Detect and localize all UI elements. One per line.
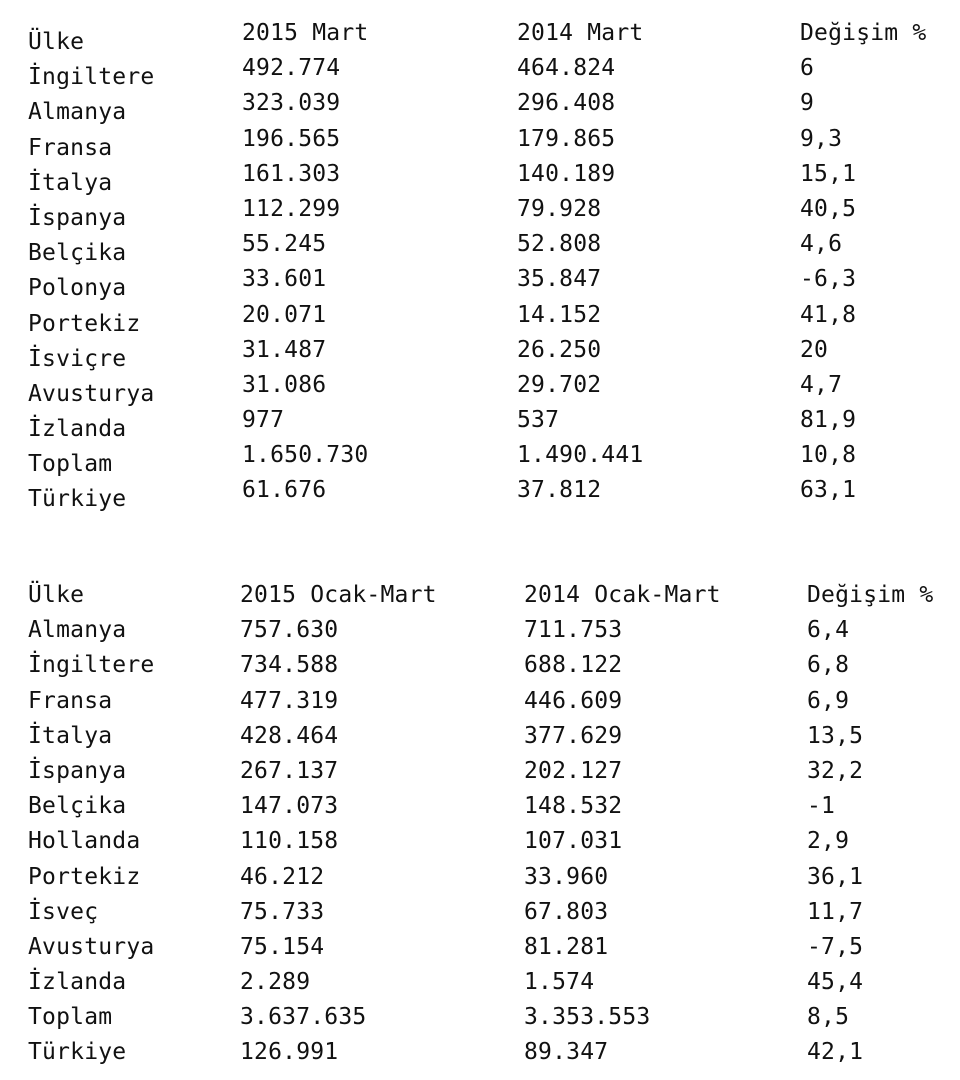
change-percent-cell: 15,1 bbox=[800, 160, 857, 187]
table-row bbox=[0, 1000, 960, 1035]
change-percent-cell: 10,8 bbox=[800, 442, 857, 469]
country-cell: Belçika bbox=[28, 240, 127, 267]
column-header-previous: 2014 Mart bbox=[517, 20, 644, 46]
table-row bbox=[0, 613, 960, 648]
previous-value-cell: 29.702 bbox=[517, 371, 602, 398]
country-cell: Türkiye bbox=[28, 486, 127, 513]
change-percent-cell: 6,9 bbox=[807, 687, 850, 714]
table-row bbox=[0, 438, 960, 478]
current-value-cell: 477.319 bbox=[240, 687, 339, 714]
change-percent-cell: -7,5 bbox=[807, 933, 864, 960]
current-value-cell: 20.071 bbox=[242, 301, 327, 328]
current-value-cell: 75.154 bbox=[240, 933, 325, 960]
change-percent-cell: -6,3 bbox=[800, 266, 857, 293]
current-value-cell: 323.039 bbox=[242, 90, 341, 117]
table-row bbox=[0, 930, 960, 965]
column-header-change: Değişim % bbox=[800, 20, 927, 46]
country-cell: Belçika bbox=[28, 793, 127, 820]
country-cell: İspanya bbox=[28, 204, 127, 231]
country-cell: Fransa bbox=[28, 134, 113, 161]
current-value-cell: 46.212 bbox=[240, 863, 325, 890]
column-header-change: Değişim % bbox=[807, 582, 934, 608]
table-row bbox=[0, 51, 960, 91]
country-cell: Polonya bbox=[28, 275, 127, 302]
country-cell: İtalya bbox=[28, 722, 113, 749]
table-row bbox=[0, 403, 960, 443]
change-percent-cell: 40,5 bbox=[800, 195, 857, 222]
table-row bbox=[0, 965, 960, 1000]
change-percent-cell: 41,8 bbox=[800, 301, 857, 328]
previous-value-cell: 1.490.441 bbox=[517, 442, 644, 469]
change-percent-cell: 2,9 bbox=[807, 828, 850, 855]
table-row bbox=[0, 648, 960, 683]
table-row bbox=[0, 157, 960, 196]
table-row bbox=[0, 860, 960, 895]
change-percent-cell: 6,4 bbox=[807, 617, 850, 644]
table-header-row bbox=[0, 16, 960, 55]
current-value-cell: 196.565 bbox=[242, 125, 341, 152]
previous-value-cell: 711.753 bbox=[524, 617, 623, 644]
change-percent-cell: 32,2 bbox=[807, 757, 864, 784]
table-row bbox=[0, 298, 960, 337]
previous-value-cell: 26.250 bbox=[517, 336, 602, 363]
current-value-cell: 126.991 bbox=[240, 1039, 339, 1066]
change-percent-cell: 4,7 bbox=[800, 371, 843, 398]
previous-value-cell: 537 bbox=[517, 407, 560, 434]
previous-value-cell: 688.122 bbox=[524, 652, 623, 679]
change-percent-cell: 8,5 bbox=[807, 1004, 850, 1031]
current-value-cell: 55.245 bbox=[242, 231, 327, 258]
table-row bbox=[0, 262, 960, 302]
current-value-cell: 492.774 bbox=[242, 55, 341, 82]
change-percent-cell: 11,7 bbox=[807, 898, 864, 925]
country-cell: İngiltere bbox=[28, 64, 155, 91]
table-row bbox=[0, 192, 960, 231]
previous-value-cell: 79.928 bbox=[517, 195, 602, 222]
table-row bbox=[0, 719, 960, 754]
country-cell: İzlanda bbox=[28, 416, 127, 443]
table-row bbox=[0, 368, 960, 407]
current-value-cell: 757.630 bbox=[240, 617, 339, 644]
country-cell: Toplam bbox=[28, 451, 113, 478]
current-value-cell: 977 bbox=[242, 407, 285, 434]
change-percent-cell: 6 bbox=[800, 55, 815, 82]
previous-value-cell: 14.152 bbox=[517, 301, 602, 328]
current-value-cell: 734.588 bbox=[240, 652, 339, 679]
current-value-cell: 61.676 bbox=[242, 477, 327, 504]
previous-value-cell: 35.847 bbox=[517, 266, 602, 293]
country-cell: Fransa bbox=[28, 687, 113, 714]
change-percent-cell: 45,4 bbox=[807, 969, 864, 996]
change-percent-cell: -1 bbox=[807, 793, 836, 820]
previous-value-cell: 107.031 bbox=[524, 828, 623, 855]
country-cell: İtalya bbox=[28, 169, 113, 196]
previous-value-cell: 296.408 bbox=[517, 90, 616, 117]
previous-value-cell: 202.127 bbox=[524, 757, 623, 784]
previous-value-cell: 377.629 bbox=[524, 722, 623, 749]
table-row bbox=[0, 684, 960, 719]
change-percent-cell: 63,1 bbox=[800, 477, 857, 504]
column-header-previous: 2014 Ocak-Mart bbox=[524, 582, 721, 608]
current-value-cell: 147.073 bbox=[240, 793, 339, 820]
current-value-cell: 75.733 bbox=[240, 898, 325, 925]
current-value-cell: 428.464 bbox=[240, 722, 339, 749]
current-value-cell: 2.289 bbox=[240, 969, 311, 996]
country-cell: Toplam bbox=[28, 1004, 113, 1031]
table-row bbox=[0, 86, 960, 126]
country-cell: Portekiz bbox=[28, 863, 141, 890]
change-percent-cell: 36,1 bbox=[807, 863, 864, 890]
current-value-cell: 161.303 bbox=[242, 160, 341, 187]
country-cell: Hollanda bbox=[28, 828, 141, 855]
change-percent-cell: 13,5 bbox=[807, 722, 864, 749]
table-row bbox=[0, 122, 960, 161]
quarterly-tourists-table bbox=[0, 578, 960, 1071]
previous-value-cell: 179.865 bbox=[517, 125, 616, 152]
current-value-cell: 1.650.730 bbox=[242, 442, 369, 469]
country-cell: İsviçre bbox=[28, 345, 127, 372]
table-row bbox=[0, 754, 960, 789]
current-value-cell: 112.299 bbox=[242, 195, 341, 222]
column-header-current: 2015 Ocak-Mart bbox=[240, 582, 437, 608]
country-cell: Portekiz bbox=[28, 310, 141, 337]
change-percent-cell: 20 bbox=[800, 336, 829, 363]
column-header-country: Ülke bbox=[28, 29, 85, 55]
monthly-tourists-table bbox=[0, 16, 960, 513]
previous-value-cell: 37.812 bbox=[517, 477, 602, 504]
previous-value-cell: 1.574 bbox=[524, 969, 595, 996]
change-percent-cell: 42,1 bbox=[807, 1039, 864, 1066]
country-cell: Avusturya bbox=[28, 380, 155, 407]
current-value-cell: 110.158 bbox=[240, 828, 339, 855]
table-row bbox=[0, 789, 960, 824]
country-cell: Almanya bbox=[28, 99, 127, 126]
previous-value-cell: 140.189 bbox=[517, 160, 616, 187]
table-row bbox=[0, 473, 960, 513]
column-header-country: Ülke bbox=[28, 582, 85, 608]
table-header-row bbox=[0, 578, 960, 613]
previous-value-cell: 52.808 bbox=[517, 231, 602, 258]
previous-value-cell: 81.281 bbox=[524, 933, 609, 960]
previous-value-cell: 446.609 bbox=[524, 687, 623, 714]
previous-value-cell: 67.803 bbox=[524, 898, 609, 925]
change-percent-cell: 6,8 bbox=[807, 652, 850, 679]
current-value-cell: 31.487 bbox=[242, 336, 327, 363]
change-percent-cell: 81,9 bbox=[800, 407, 857, 434]
table-row bbox=[0, 227, 960, 267]
country-cell: İzlanda bbox=[28, 969, 127, 996]
country-cell: İspanya bbox=[28, 757, 127, 784]
table-row bbox=[0, 824, 960, 859]
column-header-current: 2015 Mart bbox=[242, 20, 369, 46]
country-cell: Avusturya bbox=[28, 933, 155, 960]
country-cell: Almanya bbox=[28, 617, 127, 644]
table-row bbox=[0, 333, 960, 372]
current-value-cell: 33.601 bbox=[242, 266, 327, 293]
change-percent-cell: 9 bbox=[800, 90, 815, 117]
previous-value-cell: 89.347 bbox=[524, 1039, 609, 1066]
change-percent-cell: 4,6 bbox=[800, 231, 843, 258]
change-percent-cell: 9,3 bbox=[800, 125, 843, 152]
current-value-cell: 31.086 bbox=[242, 371, 327, 398]
country-cell: İsveç bbox=[28, 898, 99, 925]
current-value-cell: 3.637.635 bbox=[240, 1004, 367, 1031]
previous-value-cell: 148.532 bbox=[524, 793, 623, 820]
previous-value-cell: 3.353.553 bbox=[524, 1004, 651, 1031]
country-cell: Türkiye bbox=[28, 1039, 127, 1066]
table-row bbox=[0, 895, 960, 930]
country-cell: İngiltere bbox=[28, 652, 155, 679]
previous-value-cell: 464.824 bbox=[517, 55, 616, 82]
current-value-cell: 267.137 bbox=[240, 757, 339, 784]
table-row bbox=[0, 1035, 960, 1070]
previous-value-cell: 33.960 bbox=[524, 863, 609, 890]
